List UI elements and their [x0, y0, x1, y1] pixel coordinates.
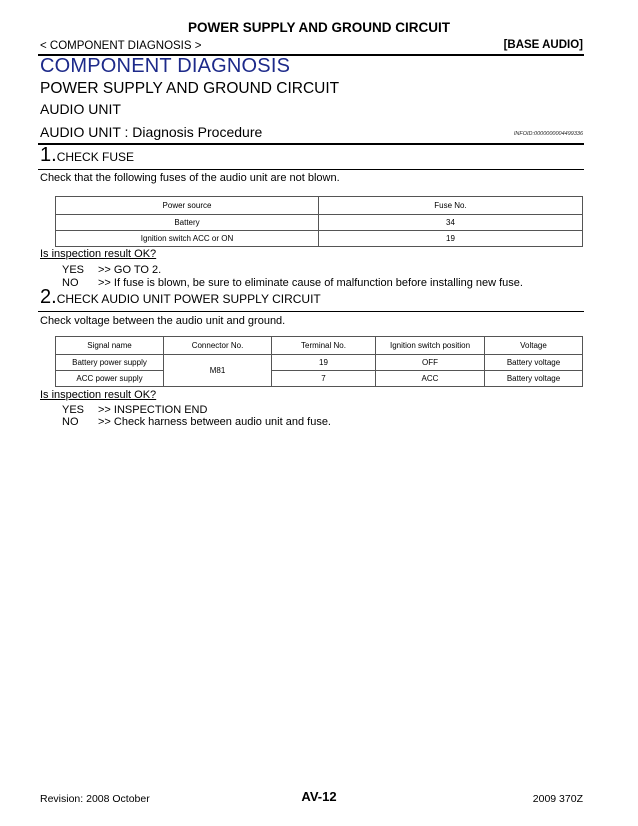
step-1-title: CHECK FUSE — [56, 150, 135, 164]
step-2-question: Is inspection result OK? — [40, 389, 157, 401]
step-1-heading — [40, 144, 134, 167]
step-1-question: Is inspection result OK? — [40, 248, 157, 260]
table-cell: ACC power supply — [56, 371, 164, 387]
breadcrumb: < COMPONENT DIAGNOSIS > — [40, 40, 202, 52]
step-1-yes-label: YES — [62, 264, 85, 276]
table-header-cell: Voltage — [485, 337, 583, 355]
table-header-cell: Signal name — [56, 337, 164, 355]
step-2-rule — [38, 311, 584, 312]
footer-revision: Revision: 2008 October — [40, 793, 150, 805]
step-2-number: 2. — [40, 286, 57, 308]
section-tag: [BASE AUDIO] — [503, 39, 583, 51]
step-2-title: CHECK AUDIO UNIT POWER SUPPLY CIRCUIT — [56, 292, 321, 306]
table-cell: Battery voltage — [485, 371, 583, 387]
table-header-cell: Connector No. — [164, 337, 272, 355]
step-2-yes-label: YES — [62, 404, 85, 416]
table-header-cell: Ignition switch position — [376, 337, 485, 355]
table-cell-connector: M81 — [164, 355, 272, 387]
step-2-no-text: >> Check harness between audio unit and fuse. — [98, 416, 331, 428]
footer-page-number: AV-12 — [301, 789, 337, 804]
table-cell: Battery voltage — [485, 355, 583, 371]
table-header-row — [56, 337, 583, 355]
table-cell: 34 — [319, 215, 583, 231]
step-2-no-label: NO — [62, 416, 79, 428]
table-row — [56, 355, 583, 371]
table-cell: ACC — [376, 371, 485, 387]
info-id: INFOID:0000000004499336 — [513, 131, 583, 137]
step-2-heading — [40, 286, 321, 309]
table-header-cell: Fuse No. — [319, 197, 583, 215]
step-1-instruction: Check that the following fuses of the audio unit are not blown. — [40, 172, 340, 184]
section-title: COMPONENT DIAGNOSIS — [40, 55, 291, 77]
voltage-table — [55, 336, 583, 387]
table-cell: 19 — [272, 355, 376, 371]
step-2-instruction: Check voltage between the audio unit and ground. — [40, 315, 286, 327]
table-row — [56, 371, 583, 387]
table-cell: Ignition switch ACC or ON — [56, 231, 319, 247]
table-cell: Battery — [56, 215, 319, 231]
table-row — [56, 215, 583, 231]
step-2-yes-text: >> INSPECTION END — [98, 404, 208, 416]
step-1-no-text: >> If fuse is blown, be sure to eliminate cause of malfunction before installing new fuse. — [98, 277, 523, 289]
footer-model: 2009 370Z — [532, 793, 583, 805]
table-cell: OFF — [376, 355, 485, 371]
table-header-row — [56, 197, 583, 215]
step-1-yes-text: >> GO TO 2. — [98, 264, 162, 276]
step-1-no-label: NO — [62, 277, 79, 289]
table-row — [56, 231, 583, 247]
table-cell: 7 — [272, 371, 376, 387]
step-1-rule — [38, 169, 584, 170]
table-cell: 19 — [319, 231, 583, 247]
subtitle-circuit: POWER SUPPLY AND GROUND CIRCUIT — [40, 80, 340, 97]
subtitle-unit: AUDIO UNIT — [40, 101, 121, 117]
table-header-cell: Terminal No. — [272, 337, 376, 355]
fuse-table — [55, 196, 583, 247]
running-header-title: POWER SUPPLY AND GROUND CIRCUIT — [187, 20, 451, 35]
subtitle-procedure: AUDIO UNIT : Diagnosis Procedure — [40, 124, 263, 140]
table-cell: Battery power supply — [56, 355, 164, 371]
table-header-cell: Power source — [56, 197, 319, 215]
step-1-number: 1. — [40, 144, 57, 166]
